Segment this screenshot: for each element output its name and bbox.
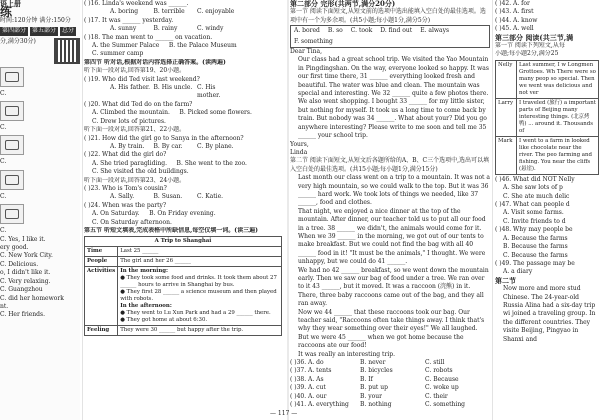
choice: ( )41. A. everything <box>290 401 349 409</box>
cloze-column <box>290 0 490 420</box>
option: A. On Saturday. <box>92 210 140 218</box>
question-23: ( )23. Who is Tom's cousin? <box>84 184 167 192</box>
strip-item: nt. <box>0 302 9 310</box>
letter-body: Our class had a great school trip. We visited the Yao Mountain in Pingdingshan. On the way, everyone looked so happy. It was our first time there, 31 ______ everything looked fresh and beautiful. The water was blue and clean. The mountain was special and interesting. We 32 ______ quite a few photos there. We also went shopping. I bought 33 ______ for my little sister, but nothing for myself. It took us a long time to come back by train. But nobody was 34 ______. What about your? Did you go anywhere interesting? Please write to me soon and tell me 35 ______ your school trip. <box>298 56 489 140</box>
letter-greeting: Dear Tina, <box>290 48 322 56</box>
choice: B. nothing <box>360 401 392 409</box>
option: B. She went to the zoo. <box>176 159 247 167</box>
box-option: E. always <box>420 27 450 35</box>
option: A. boring <box>110 8 139 16</box>
table-label: Activities <box>85 267 118 326</box>
morning-label: In the morning: <box>120 268 169 275</box>
page-fold <box>287 0 289 420</box>
reading-table <box>495 60 599 175</box>
dialogue-1-note: 听下面一段对话,回答第19、20小题。 <box>84 67 186 75</box>
question-22: ( )22. What did the girl do? <box>84 151 167 159</box>
activity-item: ● They took some food and drinks. It took them about 27 ______ hours to arrive in Shanghai by bus. <box>120 275 277 289</box>
strip-item: o, I didn't like it. <box>0 269 51 277</box>
question-20: ( )20. What did Ted do on the farm? <box>84 100 193 108</box>
table-cell: The girl and her 26 ______ <box>118 257 282 267</box>
choice: B. your <box>360 392 382 400</box>
strip-item: C. <box>0 124 7 132</box>
option: A. She saw lots of p <box>503 184 563 192</box>
strip-subtitle: 练 <box>0 5 13 20</box>
reading-column <box>495 0 600 420</box>
choice: ( )45. A. well <box>495 25 534 33</box>
strip-title: 语上册 <box>0 0 21 8</box>
table-title: A Trip to Shanghai <box>85 237 282 247</box>
option: A. Sally. <box>110 193 135 201</box>
divider <box>492 0 493 420</box>
choice: B. If <box>360 375 373 383</box>
question-48: ( )48. Why may people be <box>495 226 573 234</box>
part-3-instructions: 第一节 阅读下列短文,从每 <box>495 42 565 50</box>
choice: ( )43. A. first <box>495 8 534 16</box>
choices-grid <box>290 359 490 409</box>
option: C. His mother. <box>197 84 221 100</box>
question-17: ( )17. It was ______ yesterday. <box>84 16 174 24</box>
choice: C. woke up <box>425 384 459 392</box>
strip-item: C. <box>0 89 7 97</box>
option: B. the Palace Museum <box>168 42 237 50</box>
table-cell: Last 25 ______ <box>118 247 282 257</box>
choice: C. their <box>425 392 448 400</box>
trip-table <box>84 236 282 336</box>
choice: ( )38. A. As <box>290 375 324 383</box>
story-paragraph: When we 39 ______ in the morning, we got out of our tents to make breakfast. But we could not find the bag with all 40 ______ food in it! "It must be the animals," I thought. We were unhappy, but we could do 41 ______. <box>298 232 486 266</box>
story-paragraph: Now we 44 ______ that these raccoons took our bag. Our teacher said, "Raccoons often take things away. I think that's why they wear something over their eyes!" We all laughed. But we were 45 ______ when we got home because the raccoons ate our food! <box>298 308 485 350</box>
table-cell: They were 30 ______ but happy after the trip. <box>118 326 282 336</box>
time-score: 时间:120分钟 满分:150分 <box>0 16 71 24</box>
choice: ( )44. A. know <box>495 16 538 24</box>
choice: C. Because <box>425 375 459 383</box>
activities-cell <box>118 267 282 326</box>
option: B. By car. <box>153 142 183 150</box>
option: C. She visited the old buildings. <box>92 168 189 176</box>
question-16: ( )16. Linda's weekend was ______. <box>84 0 189 7</box>
box-option: A. bored <box>294 27 320 35</box>
option: B. terrible <box>153 8 185 16</box>
option: C. summer camp <box>92 50 144 58</box>
option: A. sunny <box>110 25 137 33</box>
option: C. Because the farms <box>503 251 568 259</box>
picture-1-icon <box>0 67 24 87</box>
strip-tabs <box>0 27 80 35</box>
strip-item: C. <box>0 227 7 235</box>
option: C. Katie. <box>197 193 224 201</box>
picture-2-icon <box>0 101 24 121</box>
choice: B. never <box>360 359 386 367</box>
choice: C. still <box>425 359 445 367</box>
option: C. She ate much delic <box>503 192 570 200</box>
question-49: ( )49. The passage may be <box>495 259 575 267</box>
activity-item: ● They went to Lu Xun Park and had a 29 ______ there. <box>120 310 271 317</box>
section-4-heading: 第四节 听对话,根据对话内容选择正确答案。(读两遍) <box>84 58 226 66</box>
option: A. Climbed the mountain. <box>92 109 170 117</box>
choice: ( )37. A. tents <box>290 367 332 375</box>
option: A. His father. <box>110 84 151 92</box>
option: C. windy <box>197 25 224 33</box>
option: A. the Summer Palace <box>92 42 160 50</box>
table-label: Larry <box>496 98 517 136</box>
qr-code-icon <box>54 38 80 64</box>
section-5-heading: 第五节 听短文填表,完成表格中所缺信息,每空仅填一词。(读三遍) <box>84 226 258 234</box>
part-2-heading: 第二部分 完形(共两节,满分20分) <box>290 0 396 8</box>
story-paragraph: That night, we enjoyed a nice dinner at the top of the mountain. After dinner, our teacher told us to put all our food in a tree. 38 ______ we didn't, the animals would come for it. <box>298 207 486 232</box>
story-paragraph: It was really an interesting trip. <box>298 350 395 358</box>
afternoon-label: In the afternoon: <box>120 303 172 310</box>
activity-item: ● They first 28 ______ a science museum and then played with robots. <box>120 289 277 303</box>
page-number: — 117 — <box>270 410 298 417</box>
table-label: People <box>85 257 118 267</box>
choice: ( )36. A. do <box>290 359 324 367</box>
activity-item: ● They got home at about 6:30. <box>120 317 208 324</box>
option: A. a diary <box>503 268 533 276</box>
dialogue-3-note: 听下面一段对话,回答第23、24小题。 <box>84 176 186 184</box>
option: A. Visit some farms. <box>503 209 564 217</box>
options-box <box>290 25 490 48</box>
picture-4-icon <box>0 170 24 190</box>
table-cell: I traveled (旅行) a important parts of Beijing many interesting things. (北京烤鸭) ... around it. Thousands of <box>517 98 599 136</box>
option: C. Drew lots of pictures. <box>92 117 166 125</box>
option: C. Invite friends to d <box>503 217 566 225</box>
question-46: ( )46. What did NOT Nelly <box>495 175 575 183</box>
listening-column <box>84 0 284 420</box>
tab-part5: 第五部分 <box>32 27 57 35</box>
box-option: D. find out <box>380 27 413 35</box>
strip-item: C. Very relaxing. <box>0 277 51 285</box>
choice: ( )40. A. our <box>290 392 327 400</box>
choice: ( )39. A. cut <box>290 384 326 392</box>
question-18: ( )18. The man went to ______ on vacation. <box>84 33 213 41</box>
section-2-heading: 第二节 <box>495 276 516 285</box>
strip-item: C. Delicious. <box>0 260 39 268</box>
section-note: 分,满分30分) <box>0 37 36 45</box>
part-3-heading: 第三部分 阅读(共三节,满 <box>495 33 574 42</box>
option: A. By train. <box>110 142 145 150</box>
option: C. By plane. <box>197 142 234 150</box>
strip-item: C. Guangzhou <box>0 286 43 294</box>
picture-5-icon <box>0 204 24 224</box>
letter-closing: Yours, <box>290 140 309 148</box>
divider <box>82 0 83 420</box>
option: B. rainy <box>153 25 178 33</box>
option: B. Susan. <box>153 193 183 201</box>
option: C. enjoyable <box>197 8 235 16</box>
box-option: B. so <box>327 27 343 35</box>
strip-item: ery good. <box>0 244 29 252</box>
option: C. On Saturday afternoon. <box>92 218 172 226</box>
option: B. Picked some flowers. <box>179 109 252 117</box>
reading-paragraph: Now more and more stud Chinese. The 24-year-old Russia Alina had a six-day trip wi joined a traveling group. In the different countries. They visite Beijing, Pingyao in Shanxi and <box>503 285 596 343</box>
question-24: ( )24. When was the party? <box>84 201 167 209</box>
option: B. On Friday evening. <box>149 210 216 218</box>
table-cell: I went to a farm in looked like chocolate near the river. The peo farming and fishing. You near the cliffs (悬崖). <box>517 136 599 174</box>
picture-3-icon <box>0 135 24 155</box>
strip-item: C. Yes, I like it. <box>0 235 46 243</box>
left-strip <box>0 0 80 420</box>
story-paragraph: We had no 42 ______ breakfast, so we went down the mountain early. Then we saw our bag of food under a tree. We ran over to it 43 ______, but it moved. It was a raccoon (浣熊) in it. There, three baby raccoons came out of the bag, and they all ran away. <box>298 266 489 308</box>
strip-item: C. Her friends. <box>0 311 45 319</box>
letter-signature: Linda <box>290 148 308 156</box>
table-label: Nelly <box>496 60 517 98</box>
table-label: Feeling <box>85 326 118 336</box>
choice: B. put up <box>360 384 388 392</box>
choice: ( )42. A. for <box>495 0 530 7</box>
question-21: ( )21. How did the girl go to Sanya in the afternoon? <box>84 134 244 142</box>
choice: B. bicycles <box>360 367 393 375</box>
table-label: Mark <box>496 136 517 174</box>
box-option: F. something <box>294 37 333 45</box>
question-47: ( )47. What can people d <box>495 201 570 209</box>
tab-total: 总分 <box>62 27 75 35</box>
question-19: ( )19. Who did Ted visit last weekend? <box>84 75 200 83</box>
box-option: C. took <box>350 27 373 35</box>
strip-item: C. did her homework <box>0 294 64 302</box>
part-3-instructions: 小题;每小题2分,满分25 <box>495 50 559 58</box>
tab-part4: 第四部分 <box>2 27 27 35</box>
choice: C. robots <box>425 367 453 375</box>
option: B. Because the farms <box>503 243 568 251</box>
section-2-instructions: 第二节 阅读下面短文,从短文后各题所给的A、B、C三个选项中,选出可以填入空白处的最佳选项。(共15小题;每小题1分,满分15分) <box>290 157 490 173</box>
option: B. His uncle. <box>153 84 193 92</box>
story-paragraph: Last month our class went on a trip to a mountain. It was not a very high mountain, so we could walk to the top. But it was 36 ______ hard work. We took lots of things we needed, like 37 ______, food and clothes. <box>298 174 490 207</box>
strip-item: C. New York City. <box>0 252 53 260</box>
strip-item: C. <box>0 192 7 200</box>
table-label: Time <box>85 247 118 257</box>
option: A. She tried paragliding. <box>92 159 167 167</box>
section-1-instructions: 第一节 阅读下面短文,从短文前的选项中选出能填入空白处的最佳选项。选项中有一个为多余项。(共5小题;每小题1分,满分5分) <box>290 8 486 24</box>
option: A. Because the farms <box>503 234 568 242</box>
table-cell: Last summer, I w Longmen Grottoes. Wh There were so many peop so special. Then we went was delicious and not ver <box>517 60 599 98</box>
dialogue-2-note: 听下面一段对话,回答第21、22小题。 <box>84 126 186 134</box>
choice: C. something <box>425 401 466 409</box>
strip-item: C. <box>0 158 7 166</box>
